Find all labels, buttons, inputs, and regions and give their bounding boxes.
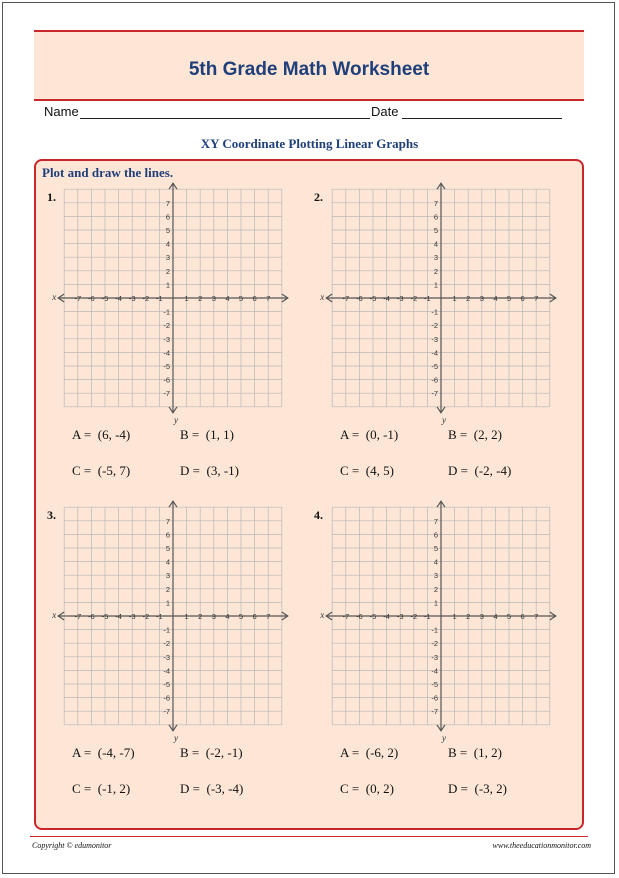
x-tick-label: 6 [520, 294, 525, 303]
x-tick-label: 4 [493, 294, 498, 303]
page-title: 5th Grade Math Worksheet [188, 59, 430, 80]
x-tick-label: 6 [252, 294, 257, 303]
point-b-label [448, 427, 502, 443]
x-tick-label: 4 [493, 612, 498, 621]
y-tick-label: -5 [163, 680, 170, 689]
y-tick-label: 3 [165, 253, 170, 263]
y-tick-label: -6 [163, 693, 170, 703]
x-tick-label: 2 [466, 294, 471, 303]
date-label: Date [371, 104, 399, 119]
x-tick-label: -1 [424, 612, 431, 621]
y-tick-label: 6 [165, 212, 170, 222]
y-tick-label: -1 [431, 625, 438, 635]
point-coordinates: (-5, 7) [97, 463, 131, 478]
x-tick-label: -3 [396, 294, 404, 303]
point-name: A = [72, 745, 92, 760]
x-tick-label: -4 [115, 294, 122, 303]
point-name: D = [448, 463, 468, 478]
name-date-row [44, 104, 564, 122]
date-field[interactable] [402, 118, 562, 119]
x-tick-label: 3 [211, 294, 216, 303]
point-name: B = [180, 745, 200, 760]
point-name: D = [180, 463, 200, 478]
y-tick-label: -2 [431, 639, 438, 649]
x-tick-label: 7 [266, 612, 271, 621]
x-tick-label: 7 [266, 294, 271, 303]
y-tick-label: 4 [433, 557, 438, 567]
name-label: Name [44, 104, 79, 119]
y-tick-label: 2 [433, 266, 438, 276]
x-tick-label: -4 [383, 612, 390, 621]
x-tick-label: 3 [479, 294, 484, 303]
y-tick-label: 7 [433, 198, 438, 208]
x-tick-label: -7 [74, 294, 82, 303]
y-tick-label: 5 [433, 226, 438, 235]
point-coordinates: (-3, 2) [474, 781, 507, 796]
y-tick-label: -5 [431, 680, 438, 689]
y-tick-label: -7 [163, 707, 170, 717]
point-name: A = [72, 427, 92, 442]
y-tick-label: -4 [163, 666, 170, 676]
y-tick-label: -1 [163, 307, 170, 317]
y-tick-label: 1 [165, 598, 170, 608]
x-tick-label: -1 [156, 294, 163, 303]
x-tick-label: -5 [369, 294, 377, 303]
y-axis-label: y [442, 732, 446, 743]
point-b-label [448, 745, 502, 761]
y-tick-label: -5 [163, 362, 170, 371]
x-tick-label: -5 [369, 612, 377, 621]
point-name: A = [340, 745, 360, 760]
x-tick-label: 3 [211, 612, 216, 621]
x-tick-label: 4 [225, 612, 230, 621]
point-name: C = [340, 781, 360, 796]
y-tick-label: 6 [433, 530, 438, 540]
footer-divider [30, 836, 588, 837]
name-field[interactable] [80, 118, 370, 119]
point-name: C = [72, 781, 92, 796]
coordinate-grid[interactable] [52, 496, 293, 743]
problem-number: 3. [47, 508, 56, 522]
point-coordinates: (-3, -4) [206, 781, 244, 796]
y-tick-label: -3 [431, 652, 438, 662]
point-coordinates: (-6, 2) [365, 745, 399, 760]
y-tick-label: 3 [433, 571, 438, 581]
x-tick-label: 7 [534, 294, 539, 303]
x-tick-label: 5 [238, 612, 244, 621]
point-name: B = [180, 427, 200, 442]
y-tick-label: -6 [431, 693, 438, 703]
y-axis-label: y [174, 732, 178, 743]
problem-number: 4. [314, 508, 323, 522]
point-coordinates: (6, -4) [97, 427, 131, 442]
y-tick-label: -7 [431, 707, 438, 717]
problem-number: 2. [314, 190, 323, 204]
x-tick-label: 5 [506, 294, 512, 303]
y-tick-label: -7 [163, 389, 170, 399]
x-axis-label: x [52, 610, 57, 620]
x-tick-label: -6 [356, 612, 363, 621]
y-tick-label: 2 [165, 266, 170, 276]
point-coordinates: (4, 5) [365, 463, 394, 478]
x-axis-label: x [52, 292, 57, 302]
y-tick-label: 5 [433, 544, 438, 553]
point-a-label [340, 745, 398, 761]
y-tick-label: 1 [433, 598, 438, 608]
x-tick-label: -7 [342, 294, 350, 303]
x-tick-label: 1 [184, 294, 189, 303]
point-d-label [448, 781, 507, 797]
y-tick-label: -2 [163, 639, 170, 649]
point-c-label [72, 781, 130, 797]
point-coordinates: (-2, -4) [474, 463, 512, 478]
x-tick-label: -5 [101, 294, 109, 303]
x-tick-label: 7 [534, 612, 539, 621]
point-b-label [180, 427, 234, 443]
y-tick-label: -6 [431, 375, 438, 385]
x-tick-label: 5 [238, 294, 244, 303]
y-tick-label: -3 [163, 334, 170, 344]
point-a-label [72, 427, 130, 443]
y-tick-label: -2 [163, 321, 170, 331]
y-tick-label: 7 [165, 516, 170, 526]
footer-website[interactable]: www.theeducationmonitor.com [492, 841, 591, 850]
y-tick-label: 4 [433, 239, 438, 249]
point-coordinates: (-1, 2) [97, 781, 131, 796]
x-tick-label: -2 [142, 294, 150, 303]
point-coordinates: (-2, -1) [205, 745, 243, 760]
x-tick-label: 4 [225, 294, 230, 303]
point-name: C = [340, 463, 360, 478]
point-coordinates: (1, 2) [473, 745, 502, 760]
point-coordinates: (1, 1) [205, 427, 234, 442]
y-tick-label: 5 [165, 226, 170, 235]
y-tick-label: -3 [431, 334, 438, 344]
x-tick-label: -1 [156, 612, 163, 621]
x-axis-label: x [320, 292, 325, 302]
header-band [34, 30, 584, 101]
coordinate-grid[interactable] [320, 178, 561, 425]
y-axis-label: y [442, 414, 446, 425]
point-c-label [340, 463, 394, 479]
y-tick-label: -7 [431, 389, 438, 399]
point-name: C = [72, 463, 92, 478]
x-tick-label: -7 [74, 612, 82, 621]
y-tick-label: 3 [165, 571, 170, 581]
x-tick-label: 3 [479, 612, 484, 621]
y-tick-label: -2 [431, 321, 438, 331]
point-coordinates: (2, 2) [473, 427, 502, 442]
point-c-label [340, 781, 394, 797]
problem-number: 1. [47, 190, 56, 204]
x-tick-label: 2 [466, 612, 471, 621]
x-tick-label: 5 [506, 612, 512, 621]
y-tick-label: -5 [431, 362, 438, 371]
point-c-label [72, 463, 130, 479]
y-tick-label: -3 [163, 652, 170, 662]
y-tick-label: 6 [165, 530, 170, 540]
x-tick-label: -7 [342, 612, 350, 621]
point-coordinates: (0, -1) [365, 427, 399, 442]
y-tick-label: -1 [431, 307, 438, 317]
y-tick-label: 3 [433, 253, 438, 263]
x-tick-label: -1 [424, 294, 431, 303]
x-tick-label: -3 [396, 612, 404, 621]
y-tick-label: 7 [165, 198, 170, 208]
worksheet-subtitle: XY Coordinate Plotting Linear Graphs [200, 136, 419, 151]
x-tick-label: -6 [88, 612, 95, 621]
coordinate-grid[interactable] [52, 178, 293, 425]
point-d-label [180, 781, 243, 797]
point-name: A = [340, 427, 360, 442]
x-axis-label: x [320, 610, 325, 620]
x-tick-label: 6 [520, 612, 525, 621]
y-tick-label: 4 [165, 557, 170, 567]
point-a-label [72, 745, 135, 761]
x-tick-label: 1 [452, 294, 457, 303]
y-tick-label: 2 [433, 584, 438, 594]
x-tick-label: -6 [88, 294, 95, 303]
x-tick-label: 1 [184, 612, 189, 621]
instructions: Plot and draw the lines. [42, 165, 174, 180]
point-name: B = [448, 427, 468, 442]
y-tick-label: -1 [163, 625, 170, 635]
y-tick-label: -6 [163, 375, 170, 385]
x-tick-label: -3 [128, 294, 136, 303]
x-tick-label: -4 [115, 612, 122, 621]
x-tick-label: -4 [383, 294, 390, 303]
y-tick-label: -4 [431, 348, 438, 358]
point-name: D = [448, 781, 468, 796]
x-tick-label: 6 [252, 612, 257, 621]
x-tick-label: -5 [101, 612, 109, 621]
point-d-label [448, 463, 511, 479]
x-tick-label: -6 [356, 294, 363, 303]
x-tick-label: -2 [410, 612, 418, 621]
y-axis-label: y [174, 414, 178, 425]
point-coordinates: (3, -1) [206, 463, 239, 478]
y-tick-label: -4 [431, 666, 438, 676]
x-tick-label: -2 [142, 612, 150, 621]
coordinate-grid[interactable] [320, 496, 561, 743]
point-name: B = [448, 745, 468, 760]
point-coordinates: (0, 2) [365, 781, 394, 796]
y-tick-label: 2 [165, 584, 170, 594]
y-tick-label: 4 [165, 239, 170, 249]
x-tick-label: -3 [128, 612, 136, 621]
y-tick-label: 6 [433, 212, 438, 222]
y-tick-label: -4 [163, 348, 170, 358]
y-tick-label: 5 [165, 544, 170, 553]
y-tick-label: 7 [433, 516, 438, 526]
y-tick-label: 1 [433, 280, 438, 290]
y-tick-label: 1 [165, 280, 170, 290]
point-name: D = [180, 781, 200, 796]
x-tick-label: 2 [198, 612, 203, 621]
x-tick-label: -2 [410, 294, 418, 303]
point-a-label [340, 427, 398, 443]
footer-copyright: Copyright © edumonitor [32, 841, 112, 850]
point-b-label [180, 745, 243, 761]
x-tick-label: 1 [452, 612, 457, 621]
point-coordinates: (-4, -7) [97, 745, 135, 760]
point-d-label [180, 463, 239, 479]
x-tick-label: 2 [198, 294, 203, 303]
